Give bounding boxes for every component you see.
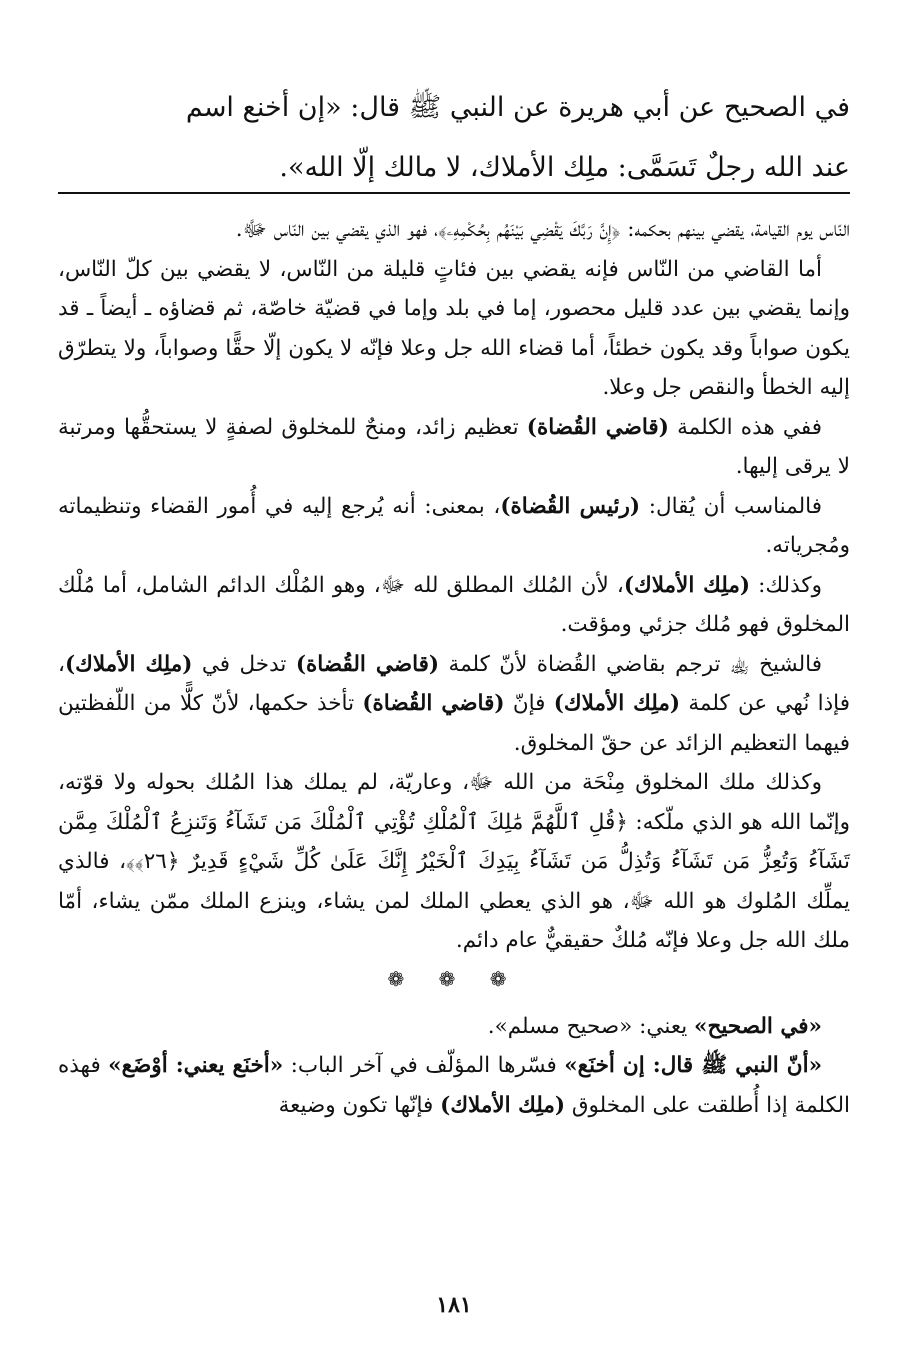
- text: تعظيم زائد، ومنحٌ للمخلوق لصفةٍ لا يستحقُّها ومرتبة لا يرقى إليها.: [58, 414, 850, 479]
- commentary: [58, 210, 850, 1125]
- separator-rule: [58, 192, 850, 194]
- text: فإنّها تكون وضيعة: [278, 1092, 441, 1118]
- page-number: ١٨١: [436, 1292, 472, 1318]
- note-1: [58, 1007, 850, 1047]
- bold-term: (رئيس القُضاة): [500, 493, 641, 519]
- text: تدخل في: [192, 651, 296, 677]
- text: ، بمعنى: أنه يُرجع إليه في أُمور القضاء وتنظيماته ومُجرياته.: [58, 493, 850, 558]
- bold-term: «في الصحيح»: [694, 1013, 822, 1039]
- text: ، فإذا نُهي عن كلمة: [58, 651, 850, 716]
- text: فالمناسب أن يُقال:: [640, 493, 822, 519]
- text: ، لأن المُلك المطلق لله ﷻ، وهو المُلْك الدائم الشامل، أما مُلْك المخلوق فهو مُلك جزئي ومؤقت.: [58, 572, 850, 637]
- bold-term: (قاضي القُضاة): [362, 691, 505, 716]
- bold-term: «أخنَع يعني: أوْضَع»: [108, 1053, 284, 1078]
- note-2: [58, 1046, 850, 1125]
- text: تأخذ حكمها، لأنّ كلًّا من اللّفظتين فيهما التعظيم الزائد عن حقّ المخلوق.: [58, 691, 850, 756]
- main-text-line-1: في الصحيح عن أبي هريرة عن النبي ﷺ قال: «إن أخنع اسم: [185, 92, 850, 123]
- text: فالشيخ ﵀ ترجم بقاضي القُضاة لأنّ كلمة: [439, 651, 823, 677]
- bold-term: (قاضي القُضاة): [295, 651, 440, 677]
- text: فهذه الكلمة إذا أُطلقت على المخلوق: [58, 1053, 850, 1118]
- text: فإنّ: [504, 691, 554, 716]
- main-text: [58, 78, 850, 198]
- ornament-separator: ❁ ❁ ❁: [387, 966, 521, 991]
- paragraph-2: أما القاضي من النّاس فإنه يقضي بين فئاتٍ قليلة من النّاس، لا يقضي بين كلّ النّاس، وإنما يقضي بين عدد قليل محصور، إما في بلد وإما في قضيّة خاصّة، ثم قضاؤه ـ أيضاً ـ قد يكون صواباً وقد يكون خطئاً، أما قضاء الله جل وعلا فإنّه لا يكون إلّا حقًّا وصواباً، ولا يتطرّق إليه الخطأ والنقص جل وعلا.: [58, 256, 850, 400]
- text: وكذلك:: [750, 572, 823, 598]
- text: ففي هذه الكلمة: [668, 414, 822, 440]
- paragraph-4: [58, 487, 850, 566]
- bold-term: (ملِك الأملاك): [553, 691, 681, 716]
- paragraph-5: [58, 566, 850, 645]
- main-text-line-2: عند الله رجلٌ تَسَمَّى: ملِك الأملاك، لا مالك إلّا الله».: [279, 152, 850, 183]
- bold-term: (قاضي القُضاة): [526, 414, 669, 440]
- paragraph-3: [58, 408, 850, 487]
- paragraph-6: [58, 645, 850, 764]
- text: فسّرها المؤلّف في آخر الباب:: [283, 1053, 565, 1078]
- text: يعني: «صحيح مسلم».: [487, 1013, 695, 1039]
- bold-term: (ملِك الأملاك): [440, 1092, 566, 1118]
- paragraph-1: النّاس يوم القيامة، يقضي بينهم بحكمه: ﴿إِنَّ رَبَّكَ يَقْضِي بَيْنَهُم بِحُكْمِهِۦ﴾، فهو الذي يقضي بين النّاس ﷻ.: [235, 217, 850, 242]
- bold-term: «أنّ النبي ﷺ قال: إن أخنَع»: [564, 1053, 823, 1078]
- paragraph-7: وكذلك ملك المخلوق مِنْحَة من الله ﷻ، وعاريّة، لم يملك هذا المُلك بحوله ولا قوّته، وإنّما الله هو الذي ملّكه: ﴿قُلِ ٱللَّهُمَّ مَٰلِكَ ٱلْمُلْكِ تُؤْتِي ٱلْمُلْكَ مَن تَشَآءُ وَتَنزِعُ ٱلْمُلْكَ مِمَّن تَشَآءُ وَتُعِزُّ مَن تَشَآءُ وَتُذِلُّ مَن تَشَآءُ بِيَدِكَ ٱلْخَيْرُ إِنَّكَ عَلَىٰ كُلِّ شَيْءٍ قَدِيرٌ ﴿٢٦﴾﴾، فالذي يملِّك المُلوك هو الله ﷻ، هو الذي يعطي الملك لمن يشاء، وينزع الملك ممّن يشاء، أمّا ملك الله جل وعلا فإنّه مُلكٌ حقيقيٌّ عام دائم.: [58, 770, 850, 953]
- bold-term: (ملِك الأملاك): [64, 651, 193, 677]
- bold-term: (ملِك الأملاك): [623, 572, 751, 598]
